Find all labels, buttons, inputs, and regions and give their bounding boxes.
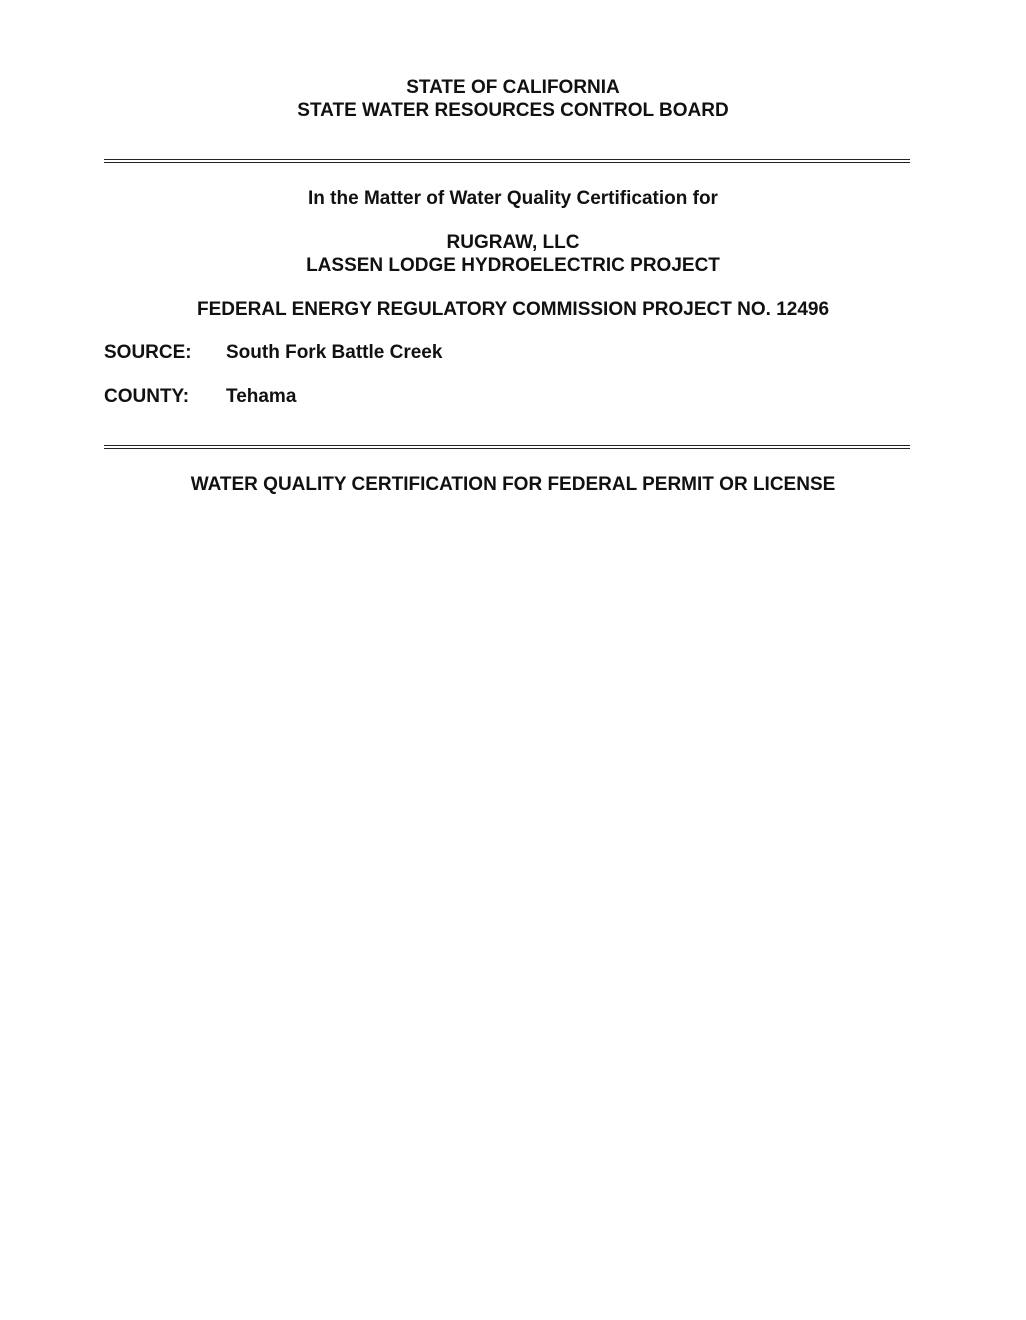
document-title: WATER QUALITY CERTIFICATION FOR FEDERAL PERMIT OR LICENSE [190,474,836,495]
ferc-project-number: FEDERAL ENERGY REGULATORY COMMISSION PROJECT NO. 12496 [196,299,830,320]
county-value: Tehama [226,386,297,407]
top-divider [104,159,910,163]
project-name: LASSEN LODGE HYDROELECTRIC PROJECT [306,255,720,276]
county-label: COUNTY: [104,386,190,407]
state-heading: STATE OF CALIFORNIA [406,77,620,98]
matter-intro: In the Matter of Water Quality Certification for [308,188,718,209]
county-row [104,385,296,408]
source-row [104,341,442,364]
source-label: SOURCE: [104,342,192,363]
bottom-divider [104,445,910,449]
board-heading: STATE WATER RESOURCES CONTROL BOARD [297,100,729,121]
source-value: South Fork Battle Creek [226,342,443,363]
applicant-name: RUGRAW, LLC [446,232,580,253]
